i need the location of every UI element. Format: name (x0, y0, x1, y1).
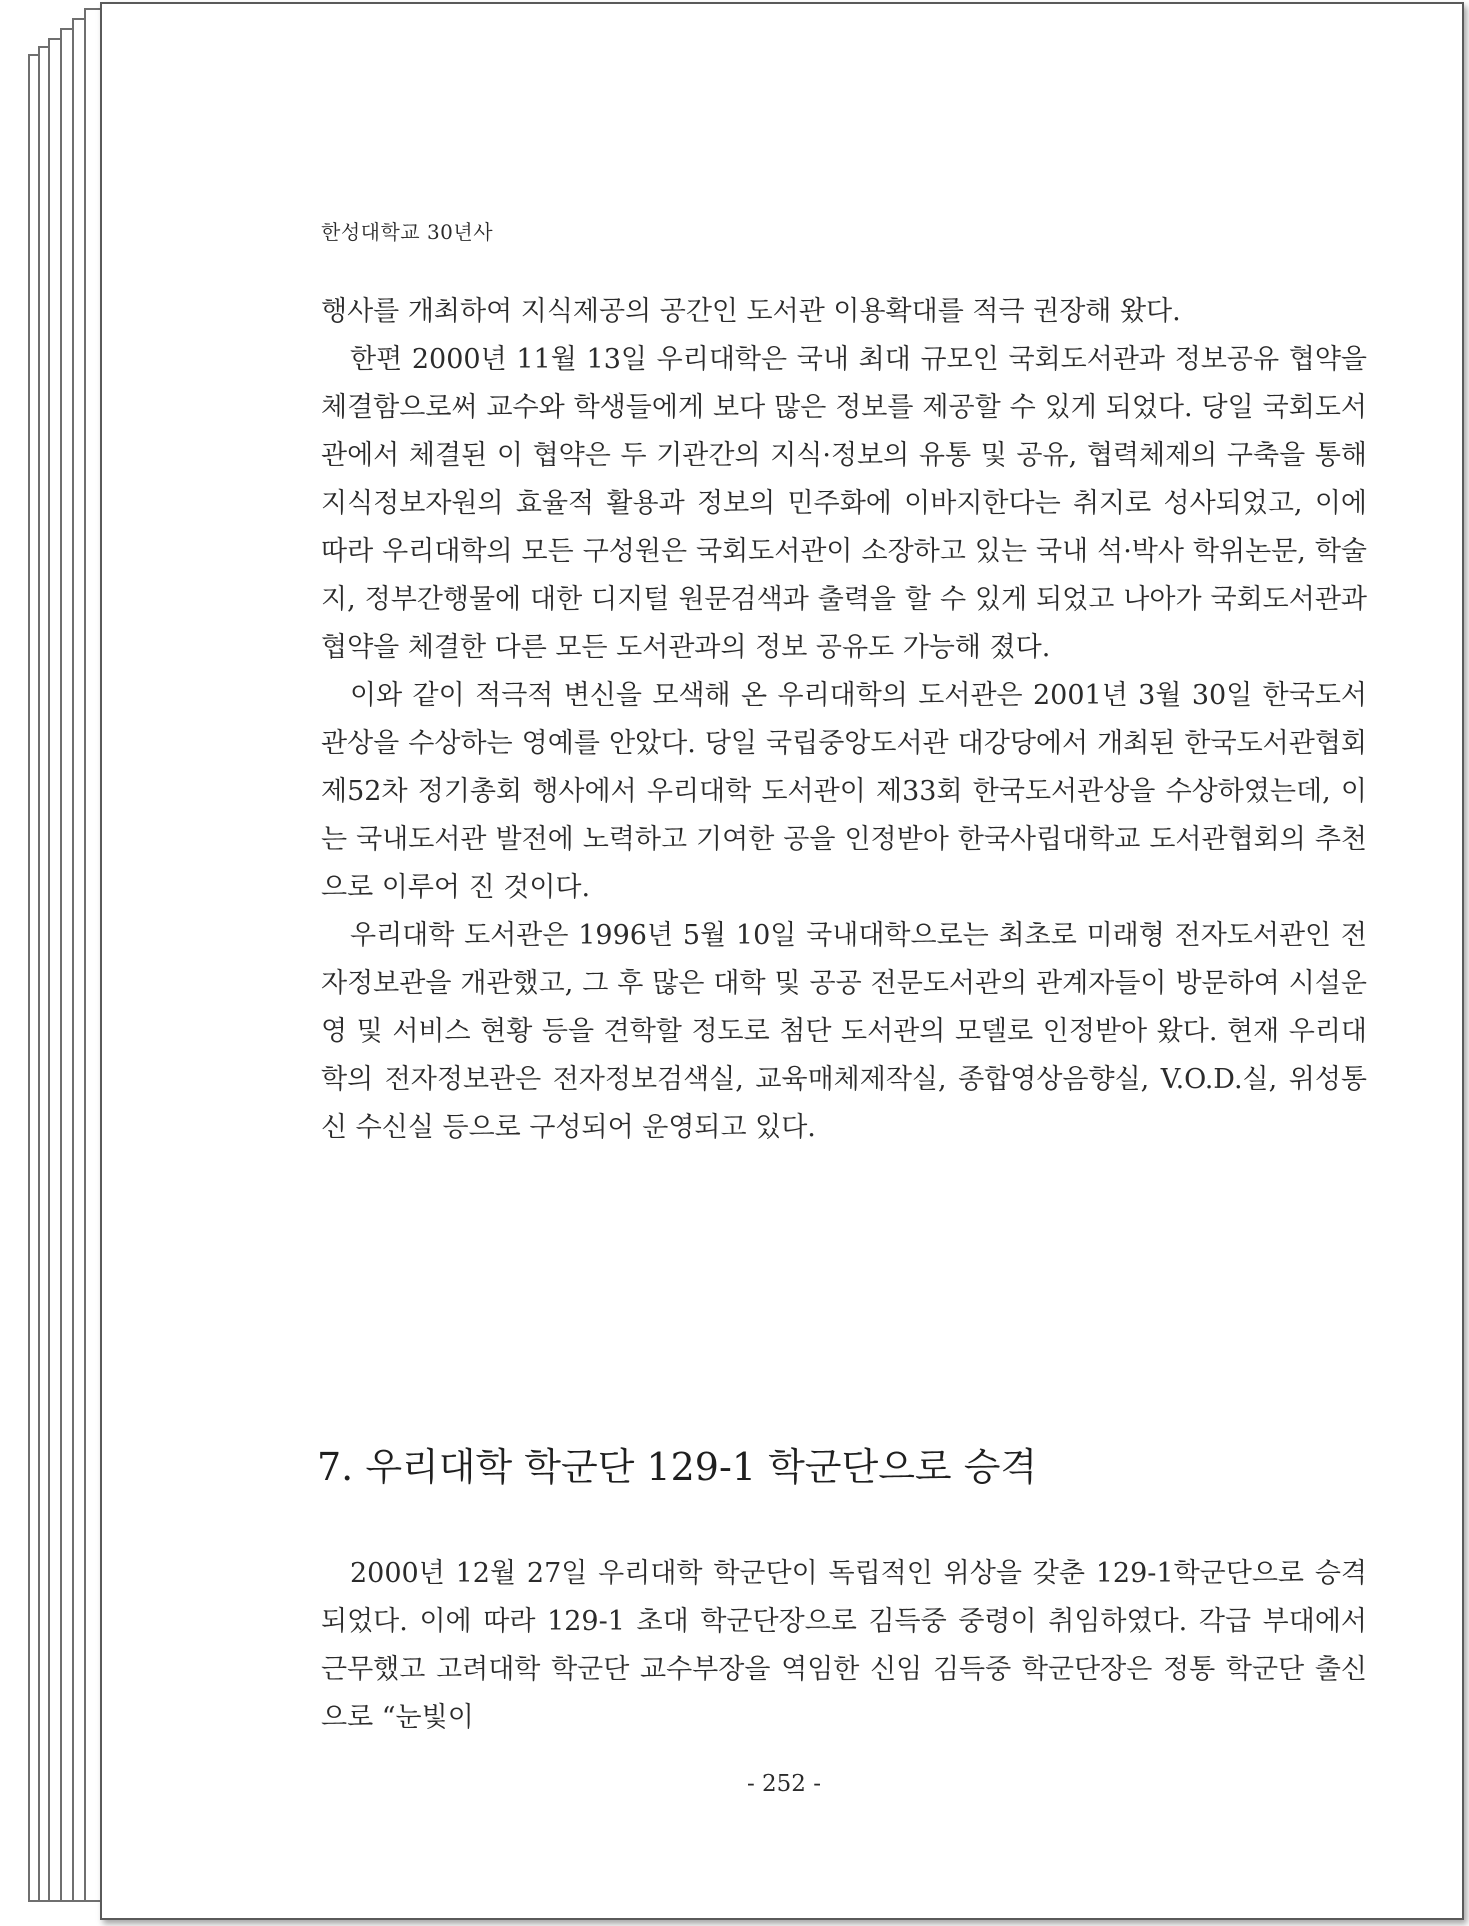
section-body-text (321, 1550, 1367, 1742)
book-page (100, 2, 1464, 1920)
paragraph: 우리대학 도서관은 1996년 5월 10일 국내대학으로는 최초로 미래형 전자도서관인 전자정보관을 개관했고, 그 후 많은 대학 및 공공 전문도서관의 관계자들이 방문하여 시설운영 및 서비스 현황 등을 견학할 정도로 첨단 도서관의 모델로 인정받아 왔다. 현재 우리대학의 전자정보관은 전자정보검색실, 교육매체제작실, 종합영상음향실, V.O.D.실, 위성통신 수신실 등으로 구성되어 운영되고 있다. (321, 920, 1367, 1143)
running-head: 한성대학교 30년사 (321, 220, 494, 244)
body-text (321, 288, 1367, 1152)
paragraph: 한편 2000년 11월 13일 우리대학은 국내 최대 규모인 국회도서관과 정보공유 협약을 체결함으로써 교수와 학생들에게 보다 많은 정보를 제공할 수 있게 되었다. 당일 국회도서관에서 체결된 이 협약은 두 기관간의 지식·정보의 유통 및 공유, 협력체제의 구축을 통해 지식정보자원의 효율적 활용과 정보의 민주화에 이바지한다는 취지로 성사되었고, 이에 따라 우리대학의 모든 구성원은 국회도서관이 소장하고 있는 국내 석·박사 학위논문, 학술지, 정부간행물에 대한 디지털 원문검색과 출력을 할 수 있게 되었고 나아가 국회도서관과 협약을 체결한 다른 모든 도서관과의 정보 공유도 가능해 졌다. (321, 344, 1367, 663)
section-heading: 7. 우리대학 학군단 129-1 학군단으로 승격 (317, 1445, 1038, 1489)
page-number: - 252 - (746, 1771, 822, 1797)
paragraph: 2000년 12월 27일 우리대학 학군단이 독립적인 위상을 갖춘 129-1학군단으로 승격되었다. 이에 따라 129-1 초대 학군단장으로 김득중 중령이 취임하였다. 각급 부대에서 근무했고 고려대학 학군단 교수부장을 역임한 신임 김득중 학군단장은 정통 학군단 출신으로 “눈빛이 (321, 1558, 1367, 1733)
paragraph: 행사를 개최하여 지식제공의 공간인 도서관 이용확대를 적극 권장해 왔다. (321, 296, 1181, 327)
paragraph: 이와 같이 적극적 변신을 모색해 온 우리대학의 도서관은 2001년 3월 30일 한국도서관상을 수상하는 영예를 안았다. 당일 국립중앙도서관 대강당에서 개최된 한국도서관협회 제52차 정기총회 행사에서 우리대학 도서관이 제33회 한국도서관상을 수상하였는데, 이는 국내도서관 발전에 노력하고 기여한 공을 인정받아 한국사립대학교 도서관협회의 추천으로 이루어 진 것이다. (321, 680, 1367, 903)
